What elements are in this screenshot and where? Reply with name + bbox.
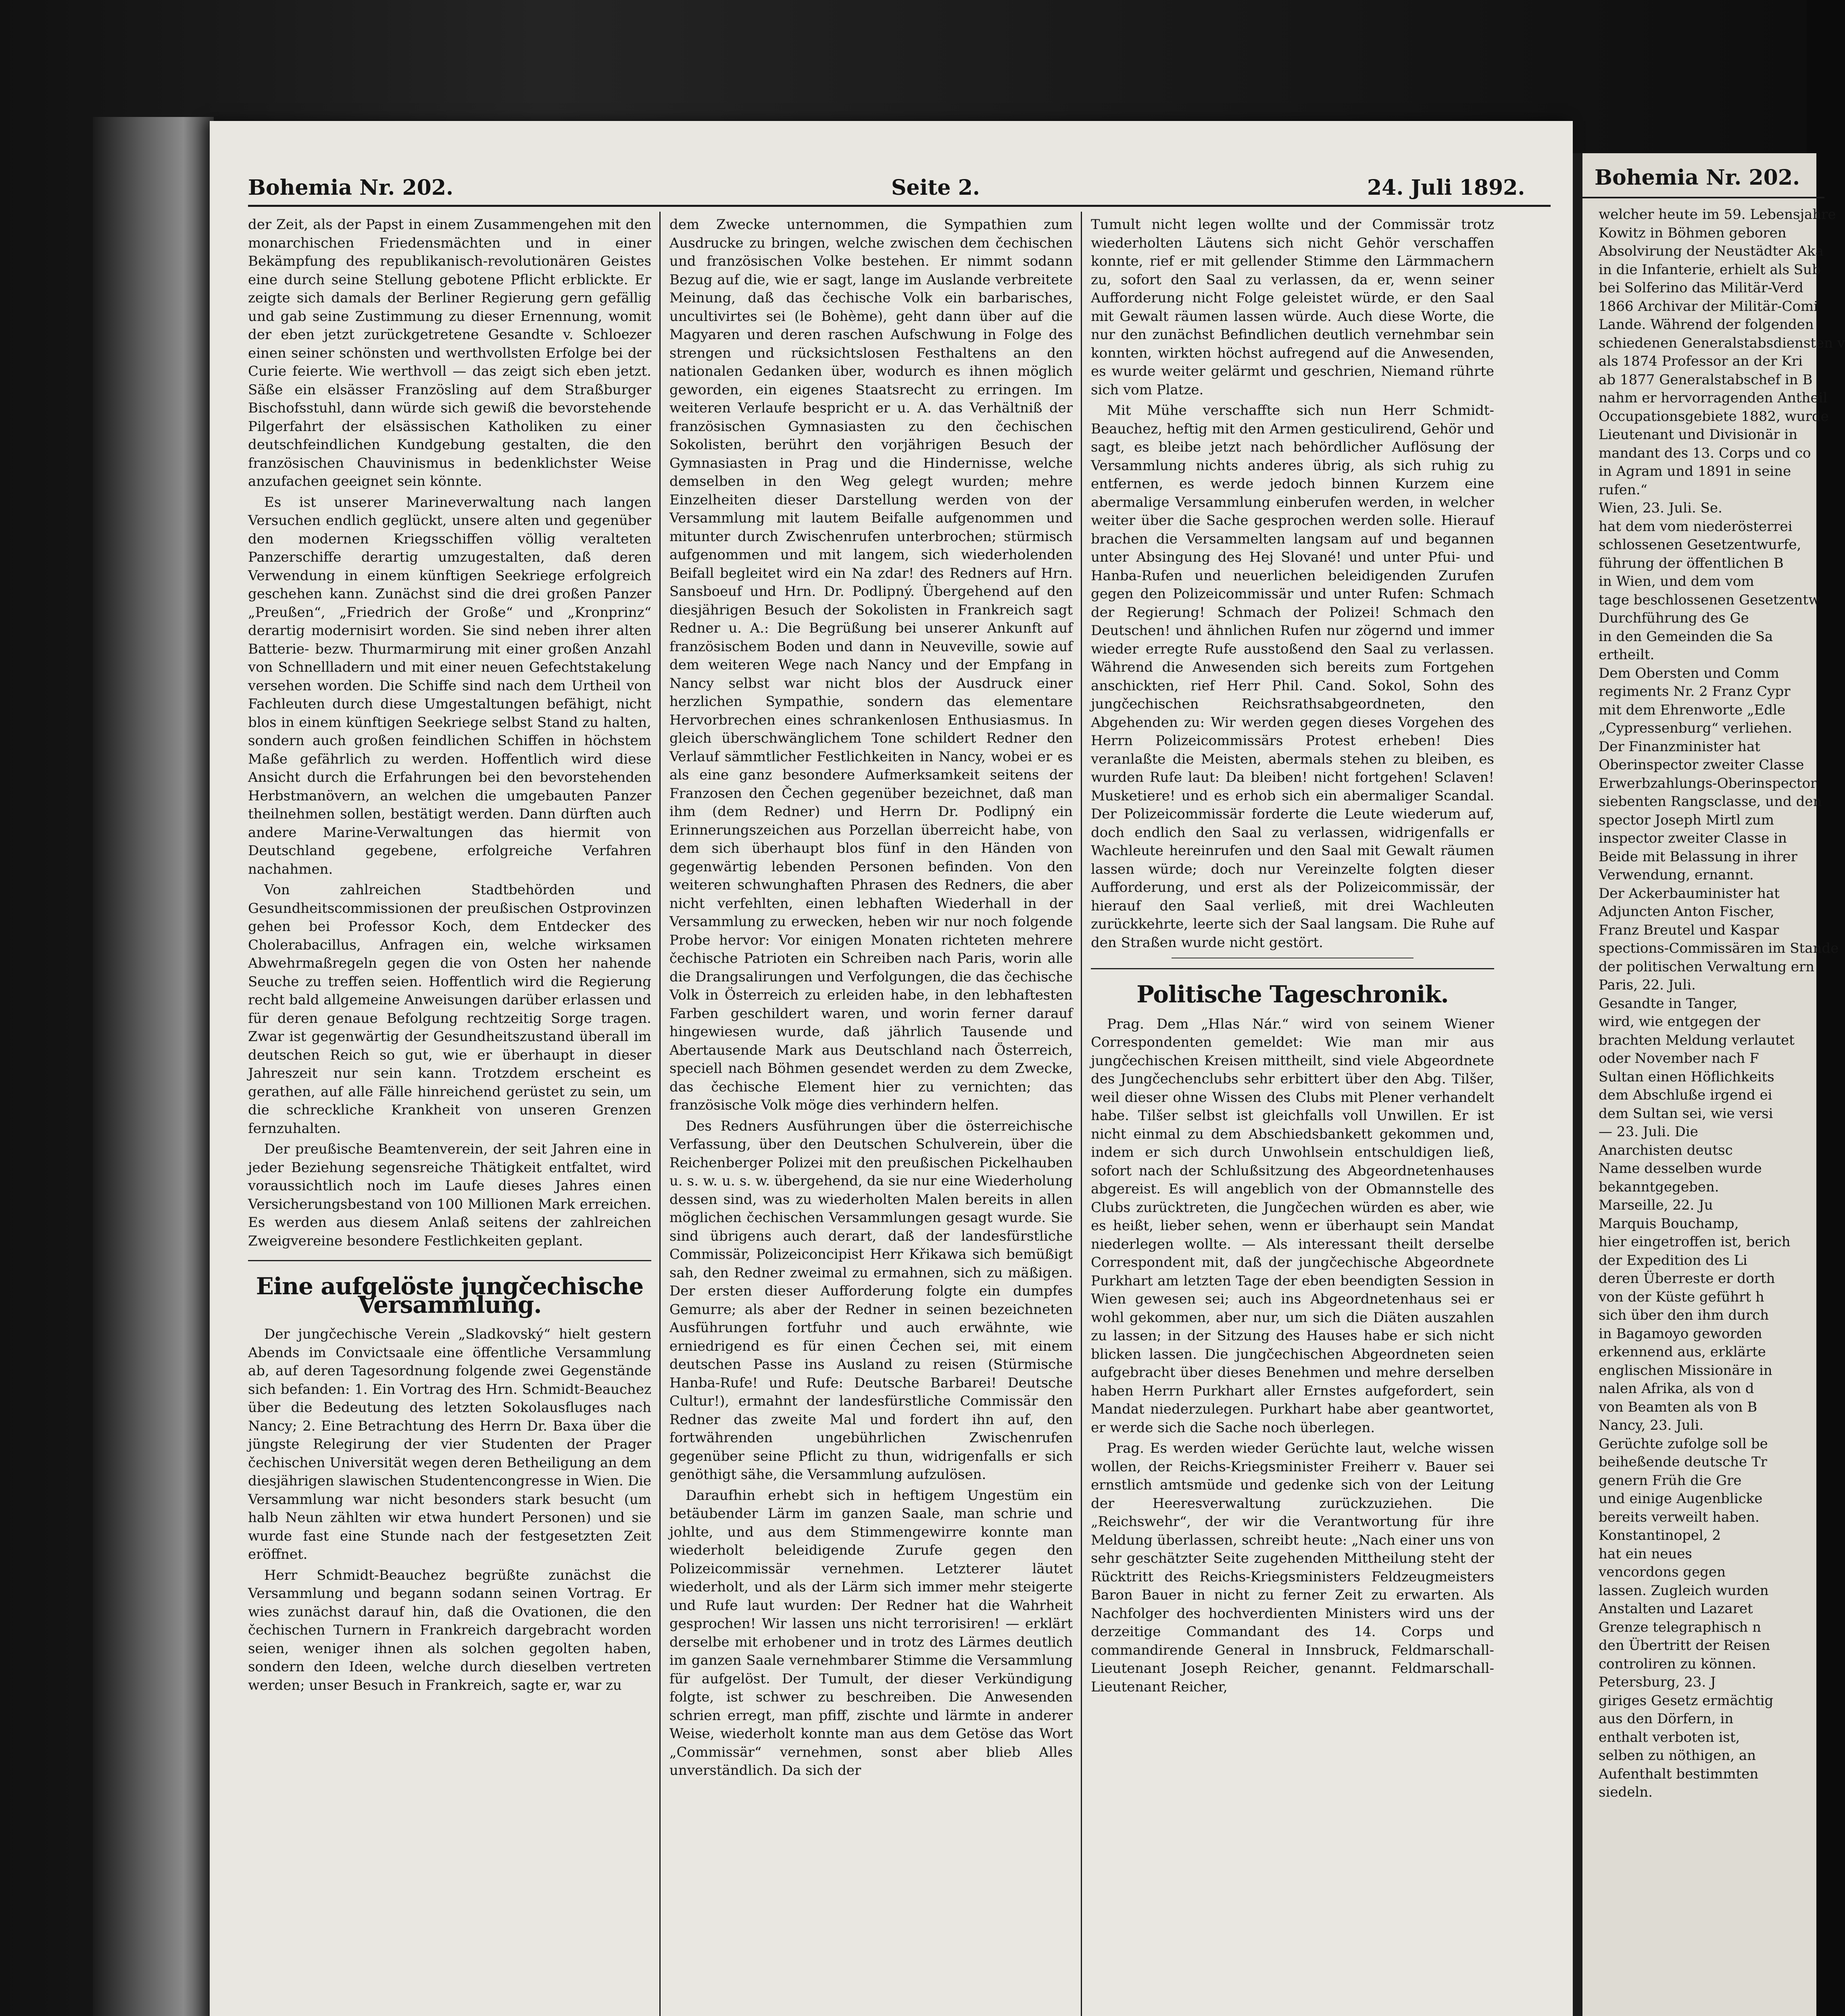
column-rule xyxy=(1081,212,1082,2016)
next-page-line: siebenten Rangsclasse, und den xyxy=(1599,793,1822,810)
header-date: 24. Juli 1892. xyxy=(1367,175,1525,200)
next-page-line: ab 1877 Generalstabschef in B xyxy=(1599,371,1813,388)
next-page-line: von der Küste geführt h xyxy=(1599,1289,1764,1305)
article-paragraph: Der jungčechische Verein „Sladkovský“ hielt gestern Abends im Convictsaale eine öffentliche Versammlung ab, auf deren Tagesordnung folgende zwei Gegenstände sich befanden: 1. Ein Vortrag des Hrn. Schmidt-Beauchez über die Bedeutung des letzten Sokolausfluges nach Nancy; 2. Eine Betrachtung des Herrn Dr. Baxa über die jüngste Relegirung der vier Studenten der Prager čechischen Universität wegen deren Betheiligung an dem diesjährigen slawischen Studentencongresse in Wien. Die Versammlung war nicht besonders stark besucht (um halb Neun zählten wir etwa hundert Personen) und sie wurde fast eine Stunde nach der festgesetzten Zeit eröffnet. xyxy=(248,1326,651,1562)
next-page-line: ertheilt. xyxy=(1599,647,1655,663)
next-page-line: siedeln. xyxy=(1599,1784,1653,1800)
next-page-line: „Cypressenburg“ verliehen. xyxy=(1599,720,1792,736)
next-page-line: von Beamten als von B xyxy=(1599,1399,1757,1415)
next-page-line: aus den Dörfern, in xyxy=(1599,1711,1734,1727)
next-page-line: sich über den ihm durch xyxy=(1599,1307,1769,1323)
next-page-line: Marseille, 22. Ju xyxy=(1599,1197,1713,1213)
next-page-line: und einige Augenblicke xyxy=(1599,1491,1763,1507)
next-page-line: wird, wie entgegen der xyxy=(1599,1014,1760,1030)
next-page-line: Kowitz in Böhmen geboren xyxy=(1599,225,1787,241)
next-page-line: Aufenthalt bestimmten xyxy=(1599,1766,1759,1782)
next-page-line: in die Infanterie, erhielt als Sub xyxy=(1599,261,1821,278)
article-separator xyxy=(248,1260,651,1261)
article-paragraph: Von zahlreichen Stadtbehörden und Gesundheitscommissionen der preußischen Ostprovinzen gehen bei Professor Koch, dem Entdecker des Cholerabacillus, Anfragen ein, welche wirksamen Abwehrmaßregeln gegen die von Osten her nahende Seuche zu treffen seien. Hoffentlich wird die Regierung recht bald allgemeine Anweisungen darüber erlassen und für deren genaue Befolgung rechtzeitig Sorge tragen. Zwar ist gegenwärtig der Gesundheitszustand überall im deutschen Reich so gut, wie er überhaupt in dieser Jahreszeit nur sein kann. Trotzdem erscheint es gerathen, auf alle Fälle hinreichend gerüstet zu sein, um die schreckliche Krankheit von unseren Grenzen fernzuhalten. xyxy=(248,882,651,1137)
next-page-line: Sultan einen Höflichkeits xyxy=(1599,1068,1774,1085)
column-1 xyxy=(248,216,651,1697)
article-paragraph: der Zeit, als der Papst in einem Zusammengehen mit den monarchischen Friedensmächten und in einer Bekämpfung des republikanisch-revolutionären Geistes eine durch seine Stellung gebotene Pflicht erblickte. Er zeigte sich damals der Berliner Regierung gern gefällig und gab seine Zustimmung zu dieser Ernennung, womit der eben jetzt zurückgetretene Gesandte v. Schloezer einen seiner schönsten und werthvollsten Erfolge bei der Curie feierte. Wie werthvoll — das zeigt sich eben jetzt. Säße ein elsässer Französling auf dem Straßburger Bischofsstuhl, dann würde sich gewiß die bevorstehende Pilgerfahrt der elsässischen Katholiken zu einer deutschfeindlichen Kundgebung gestalten, die den französischen Chauvinismus in bedenklichster Weise anzufachen geeignet sein könnte. xyxy=(248,217,651,489)
next-page-line: hat dem vom niederösterrei xyxy=(1599,518,1793,535)
next-page-column xyxy=(1599,206,1845,1802)
next-page-line: Paris, 22. Juli. xyxy=(1599,977,1696,993)
next-page-line: enthalt verboten ist, xyxy=(1599,1729,1740,1745)
next-page-line: Grenze telegraphisch n xyxy=(1599,1619,1761,1635)
next-page-line: Anstalten und Lazaret xyxy=(1599,1601,1753,1617)
next-page-line: giriges Gesetz ermächtig xyxy=(1599,1692,1774,1709)
next-page-line: bekanntgegeben. xyxy=(1599,1179,1719,1195)
next-page-line: nalen Afrika, als von d xyxy=(1599,1381,1754,1397)
next-page-line: schlossenen Gesetzentwurfe, xyxy=(1599,537,1801,553)
next-page-line: erkennend aus, erklärte xyxy=(1599,1344,1766,1360)
next-page-line: in Bagamoyo geworden xyxy=(1599,1325,1762,1342)
next-page-header: Bohemia Nr. 202. xyxy=(1595,165,1800,190)
next-page-line: Dem Obersten und Comm xyxy=(1599,665,1779,681)
next-page-line: controliren zu können. xyxy=(1599,1656,1756,1672)
next-page-line: den Übertritt der Reisen xyxy=(1599,1637,1770,1654)
next-page-line: Lieutenant und Divisionär in xyxy=(1599,427,1798,443)
next-page-line: Name desselben wurde xyxy=(1599,1160,1762,1177)
header-rule xyxy=(248,205,1551,207)
next-page-line: der Expedition des Li xyxy=(1599,1252,1747,1268)
next-page-line: Nancy, 23. Juli. xyxy=(1599,1417,1704,1433)
next-page-line: Durchführung des Ge xyxy=(1599,610,1749,626)
next-page-header-rule xyxy=(1582,197,1824,198)
next-page-line: mit dem Ehrenworte „Edle xyxy=(1599,702,1786,718)
next-page-line: rufen.“ xyxy=(1599,481,1647,498)
next-page-line: selben zu nöthigen, an xyxy=(1599,1747,1756,1764)
next-page-line: bei Solferino das Militär-Verd xyxy=(1599,280,1803,296)
next-page-line: spections-Commissären im Stande xyxy=(1599,940,1839,956)
next-page-line: Adjuncten Anton Fischer, xyxy=(1599,904,1774,920)
next-page-line: Konstantinopel, 2 xyxy=(1599,1527,1721,1543)
article-paragraph: Herr Schmidt-Beauchez begrüßte zunächst die Versammlung und begann sodann seinen Vortrag. Er wies zunächst darauf hin, daß die Ovationen, die den čechischen Turnern in Frankreich dargebracht worden seien, weniger ihnen als solchen gegolten haben, sondern den Ideen, welche durch dieselben vertreten werden; unser Besuch in Frankreich, sagte er, war zu xyxy=(248,1567,651,1693)
next-page-line: Beide mit Belassung in ihrer xyxy=(1599,848,1797,865)
next-page-line: Occupationsgebiete 1882, wurde xyxy=(1599,408,1829,425)
next-page-line: Verwendung, ernannt. xyxy=(1599,867,1754,883)
next-page-line: Der Ackerbauminister hat xyxy=(1599,885,1780,902)
next-page-line: als 1874 Professor an der Kri xyxy=(1599,353,1803,369)
next-page-line: Absolvirung der Neustädter Aka xyxy=(1599,243,1824,259)
next-page-line: brachten Meldung verlautet xyxy=(1599,1032,1795,1048)
next-page-line: in Agram und 1891 in seine xyxy=(1599,463,1791,479)
article-paragraph: Mit Mühe verschaffte sich nun Herr Schmidt-Beauchez, heftig mit den Armen gesticulirend, Gehör und sagt, es bleibe jetzt nach behördlicher Auflösung der Versammlung nichts anderes übrig, als sich ruhig zu entfernen, es werde jedoch binnen Kurzem eine abermalige Versammlung einberufen werden, in welcher weiter über die Sache gesprochen werden solle. Hierauf brachen die Versammelten langsam auf und begannen unter Absingung des Hej Slované! und unter Pfui- und Hanba-Rufen und neuerlichen beleidigenden Zurufen gegen den Polizeicommissär und unter Rufen: Schmach der Regierung! Schmach der Polizei! Schmach den Deutschen! und ähnlichen Rufen nur zögernd und immer wieder erregte Rufe ausstoßend den Saal zu verlassen. Während die Anwesenden sich bereits zum Fortgehen anschickten, rief Herr Phil. Cand. Sokol, Sohn des jungčechischen Reichsrathsabgeordneten, den Abgehenden zu: Wir werden gegen dieses Vorgehen des Herrn Polizeicommissärs Protest erheben! Dies veranlaßte die Meisten, abermals stehen zu bleiben, es wurden Rufe laut: Da bleiben! nicht fortgehen! Sclaven! Musketiere! und es erhob sich ein abermaliger Scandal. Der Polizeicommissär forderte die Leute wiederum auf, doch endlich den Saal zu verlassen, widrigenfalls er Wachleute hereinrufen und den Saal mit Gewalt räumen lassen würde; doch nur Vereinzelte folgten dieser Aufforderung, und erst als der Polizeicommissär, der hierauf den Saal verließ, mit drei Wachleuten zurückkehrte, leerte sich der Saal langsam. Die Ruhe auf den Straßen wurde nicht gestört. xyxy=(1091,402,1494,951)
next-page-line: vencordons gegen xyxy=(1599,1564,1726,1580)
next-page-line: dem Sultan sei, wie versi xyxy=(1599,1105,1773,1122)
next-page-line: lassen. Zugleich wurden xyxy=(1599,1582,1769,1599)
next-page-line: Gerüchte zufolge soll be xyxy=(1599,1435,1768,1452)
article-paragraph: Es ist unserer Marineverwaltung nach langen Versuchen endlich geglückt, unsere alten und gegenüber den modernen Kriegsschiffen völlig veralteten Panzerschiffe derartig umzugestalten, daß deren Verwendung in einem künftigen Seekriege erfolgreich geschehen kann. Zunächst sind die drei großen Panzer „Preußen“, „Friedrich der Große“ und „Kronprinz“ derartig modernisirt worden. Sie sind neben ihrer alten Batterie- bezw. Thurmarmirung mit einer großen Anzahl von Schnellladern und mit einer neuen Gefechtstakelung versehen worden. Die Schiffe sind nach dem Urtheil von Fachleuten durch diese Umgestaltungen befähigt, nicht blos in einem künftigen Seekriege selbst Stand zu halten, sondern auch großen feindlichen Schiffen in höchstem Maße gefährlich zu werden. Hoffentlich wird diese Ansicht durch die Erfahrungen bei den bevorstehenden Herbstmanövern, an welchen die umgebauten Panzer theilnehmen sollen, bestätigt werden. Dann dürften auch andere Marine-Verwaltungen das hiermit von Deutschland gegebene, erfolgreiche Verfahren nachahmen. xyxy=(248,494,651,877)
book-binding xyxy=(93,117,214,2016)
next-page-line: welcher heute im 59. Lebensjahre xyxy=(1599,206,1836,223)
next-page-line: regiments Nr. 2 Franz Cypr xyxy=(1599,683,1791,700)
next-page-line: Wien, 23. Juli. Se. xyxy=(1599,500,1722,516)
next-page-line: der politischen Verwaltung ern xyxy=(1599,958,1815,975)
column-rule xyxy=(659,212,661,2016)
next-page-line: führung der öffentlichen B xyxy=(1599,555,1784,571)
next-page-line: genern Früh die Gre xyxy=(1599,1472,1742,1489)
newspaper-page xyxy=(210,121,1573,2016)
next-page-line: hier eingetroffen ist, berich xyxy=(1599,1234,1791,1250)
next-page-line: mandant des 13. Corps und co xyxy=(1599,445,1811,461)
article-paragraph: dem Zwecke unternommen, die Sympathien zum Ausdrucke zu bringen, welche zwischen dem čechischen und französischen Volke bestehen. Er nimmt sodann Bezug auf die, wie er sagt, lange im Auslande verbreitete Meinung, daß das čechische Volk ein barbarisches, uncultivirtes sei (le Bohème), geht dann über auf die Magyaren und deren raschen Aufschwung in Folge des strengen und rücksichtslosen Festhaltens an den nationalen Gedanken über, wodurch es ihnen möglich geworden, ein eigenes Staatsrecht zu erringen. Im weiteren Verlaufe bespricht er u. A. das Verhältniß der französischen Gymnasiasten zu den čechischen Sokolisten, berührt den vorjährigen Besuch der Gymnasiasten in Prag und die Hindernisse, welche demselben in den Weg gelegt wurden; mehre Einzelheiten dieser Darstellung werden von der Versammlung mit lautem Beifalle aufgenommen und mitunter durch Zwischenrufen unterbrochen; stürmisch aufgenommen und mit langem, sich wiederholenden Beifall begleitet wird ein Na zdar! des Redners auf Hrn. Sansboeuf und Hrn. Dr. Podlipný. Übergehend auf den diesjährigen Besuch der Sokolisten in Frankreich sagt Redner u. A.: Die Begrüßung bei unserer Ankunft auf französischem Boden und dann in Neuveville, sowie auf dem weiteren Wege nach Nancy und der Empfang in Nancy selbst war nicht blos der Ausdruck einer herzlichen Sympathie, sondern das elementare Hervorbrechen eines schrankenlosen Enthusiasmus. In gleich überschwänglichem Tone schildert Redner den Verlauf sämmtlicher Festlichkeiten in Nancy, wobei er es als eine ganz besondere Aufmerksamkeit seitens der Franzosen den Čechen gegenüber bezeichnet, daß man ihm (dem Redner) und Herrn Dr. Podlipný ein Erinnerungszeichen aus Porzellan überreicht habe, von dem sich überhaupt blos fünf in den Händen von gegenwärtig lebenden Personen befinden. Von den weiteren schwunghaften Phrasen des Redners, die aber nicht verfehlten, einen lebhaften Wiederhall in der Versammlung zu erwecken, heben wir nur noch folgende Probe hervor: Vor einigen Monaten richteten mehrere čechische Patrioten ein Schreiben nach Paris, worin alle die Drangsalirungen und Verfolgungen, die das čechische Volk in Österreich zu erleiden habe, in den lebhaftesten Farben geschildert waren, und worin ferner darauf hingewiesen wurde, daß jährlich Tausende und Abertausende Mark aus Deutschland nach Österreich, speciell nach Böhmen gesendet werden zu dem Zwecke, das čechische Element hier zu vernichten; das französische Volk möge dies verhindern helfen. xyxy=(669,217,1073,1113)
next-page-line: hat ein neues xyxy=(1599,1545,1692,1562)
next-page-line: englischen Missionäre in xyxy=(1599,1362,1772,1379)
section-separator xyxy=(1091,968,1494,969)
next-page-line: dem Abschluße irgend ei xyxy=(1599,1087,1772,1103)
section-heading: Politische Tageschronik. xyxy=(1136,981,1449,1008)
article-paragraph: Tumult nicht legen wollte und der Commissär trotz wiederholten Läutens sich nicht Gehör verschaffen konnte, rief er mit gellender Stimme den Lärmmachern zu, sofort den Saal zu verlassen, da er, wenn seiner Aufforderung nicht Folge geleistet würde, er den Saal mit Gewalt räumen lassen würde. Auch diese Worte, die nur den zunächst Befindlichen deutlich vernehmbar sein konnten, wirkten höchst aufregend auf die Anwesenden, es wurde weiter gelärmt und geschrien, Niemand rührte sich vom Platze. xyxy=(1091,217,1494,398)
next-page-line: bereits verweilt haben. xyxy=(1599,1509,1760,1525)
article-heading: Eine aufgelöste jungčechische Versammlung. xyxy=(256,1272,644,1318)
next-page-line: deren Überreste er dorth xyxy=(1599,1270,1775,1287)
next-page-line: Petersburg, 23. J xyxy=(1599,1674,1716,1690)
article-paragraph: Prag. Es werden wieder Gerüchte laut, welche wissen wollen, der Reichs-Kriegsminister Freiherr v. Bauer sei ernstlich amtsmüde und gedenke sich von der Leitung der Heeresverwaltung zurückzuziehen. Die „Reichswehr“, der wir die Verantwortung für ihre Meldung überlassen, schreibt heute: „Nach einer uns von sehr geschätzter Seite zugehenden Mittheilung steht der Rücktritt des Reichs-Kriegsministers Feldzeugmeisters Baron Bauer in nicht zu ferner Zeit zu erwarten. Als Nachfolger des hochverdienten Ministers wird uns der derzeitige Commandant des 14. Corps und commandirende General in Innsbruck, Feldmarschall-Lieutenant Joseph Reicher, genannt. Feldmarschall-Lieutenant Reicher, xyxy=(1091,1440,1494,1695)
next-page-line: 1866 Archivar der Militär-Comi xyxy=(1599,298,1818,314)
next-page-line: in Wien, und dem vom xyxy=(1599,573,1754,589)
article-paragraph: Des Redners Ausführungen über die österreichische Verfassung, über den Deutschen Schulverein, über die Reichenberger Polizei mit den preußischen Pickelhauben u. s. w. u. s. w. übergehend, da sie nur eine Wiederholung dessen sind, was zu wiederholten Malen bereits in allen möglichen čechischen Versammlungen gesagt wurde. Sie sind übrigens auch derart, daß der landesfürstliche Commissär, Polizeiconcipist Herr Křikawa sich bemüßigt sah, den Redner zweimal zu ermahnen, sich zu mäßigen. Der ersten dieser Aufforderung folgte ein dumpfes Gemurre; als aber der Redner in seinen bezeichneten Ausführungen fortfuhr und auch erwähnte, wie erniedrigend es für einen Čechen sei, mit einem deutschen Passe ins Ausland zu reisen (Stürmische Hanba-Rufe! und Rufe: Deutsche Barbarei! Deutsche Cultur!), ermahnt der landesfürstliche Commissär den Redner das zweite Mal und fordert ihn auf, den fortwährenden ungebührlichen Zwischenrufen gegenüber seine Pflicht zu thun, widrigenfalls er sich genöthigt sähe, die Versammlung aufzulösen. xyxy=(669,1118,1073,1483)
next-page-line: Der Finanzminister hat xyxy=(1599,738,1760,755)
next-page-line: schiedenen Generalstabsdiensten v xyxy=(1599,335,1845,351)
article-paragraph: Der preußische Beamtenverein, der seit Jahren eine in jeder Beziehung segensreiche Thätigkeit entfaltet, wird voraussichtlich noch im Laufe dieses Jahres einen Versicherungsbestand von 100 Millionen Mark erreichen. Es werden aus diesem Anlaß seitens der zahlreichen Zweigvereine besondere Festlichkeiten geplant. xyxy=(248,1141,651,1249)
next-page-line: — 23. Juli. Die xyxy=(1599,1124,1698,1140)
next-page-line: Marquis Bouchamp, xyxy=(1599,1215,1739,1232)
next-page-line: nahm er hervorragenden Antheil xyxy=(1599,390,1828,406)
next-page-line: Oberinspector zweiter Classe xyxy=(1599,757,1804,773)
header-publication: Bohemia Nr. 202. xyxy=(248,175,454,200)
next-page-edge xyxy=(1573,153,1845,2016)
next-page-line: Lande. Während der folgenden xyxy=(1599,317,1814,333)
next-page-line: oder November nach F xyxy=(1599,1050,1759,1066)
next-page-line: Erwerbzahlungs-Oberinspector xyxy=(1599,775,1817,791)
article-paragraph: Daraufhin erhebt sich in heftigem Ungestüm ein betäubender Lärm im ganzen Saale, man schrie und johlte, und aus dem Stimmengewirre konnte man wiederholt beleidigende Zurufe gegen den Polizeicommissär vernehmen. Letzterer läutet wiederholt, und als der Lärm sich immer mehr steigerte und Rufe laut wurden: Der Redner hat die Wahrheit gesprochen! Wir lassen uns nicht terrorisiren! — erklärt derselbe mit erhobener und in trotz des Lärmes deutlich im ganzen Saale vernehmbarer Stimme die Versammlung für aufgelöst. Der Tumult, der dieser Verkündigung folgte, ist schwer zu beschreiben. Die Anwesenden schrien erregt, man pfiff, zischte und lärmte in anderer Weise, wiederholt konnte man aus dem Getöse das Wort „Commissär“ vernehmen, sonst aber blieb Alles unverständlich. Da sich der xyxy=(669,1487,1073,1779)
column-3 xyxy=(1091,216,1494,1699)
next-page-line: spector Joseph Mirtl zum xyxy=(1599,812,1774,828)
next-page-line: Gesandte in Tanger, xyxy=(1599,995,1738,1012)
next-page-line: Franz Breutel und Kaspar xyxy=(1599,922,1779,938)
next-page-line: inspector zweiter Classe in xyxy=(1599,830,1787,846)
header-page-number: Seite 2. xyxy=(891,175,980,200)
next-page-line: Anarchisten deutsc xyxy=(1599,1142,1733,1158)
next-page-line: in den Gemeinden die Sa xyxy=(1599,628,1773,645)
next-page-line: tage beschlossenen Gesetzentw xyxy=(1599,591,1820,608)
next-page-line: beiheßende deutsche Tr xyxy=(1599,1454,1767,1470)
article-paragraph: Prag. Dem „Hlas Nár.“ wird von seinem Wiener Correspondenten gemeldet: Wie man mir aus jungčechischen Kreisen mittheilt, sind viele Abgeordnete des Jungčechenclubs sehr erbittert über den Abg. Tilšer, weil dieser ohne Wissen des Clubs mit Plener verhandelt habe. Tilšer selbst ist gleichfalls voll Unwillen. Er ist nicht einmal zu dem Abschiedsbankett gekommen und, indem er sich durch Unwohlsein entschuldigen ließ, sofort nach der Schlußsitzung des Abgeordnetenhauses abgereist. Es will angeblich von der Obmannstelle des Clubs zurücktreten, die Jungčechen würden es aber, wie es heißt, lieber sehen, wenn er überhaupt sein Mandat niederlegen wollte. — Als interessant theilt derselbe Correspondent mit, daß der jungčechische Abgeordnete Purkhart am letzten Tage der eben beendigten Session in Wien gewesen sei; auch ins Abgeordnetenhaus sei er wohl gekommen, aber nur, um sich die Diäten auszahlen zu lassen; in der Sitzung des Hauses habe er sich nicht blicken lassen. Die jungčechischen Abgeordneten seien aufgebracht über dieses Benehmen und mehre derselben haben Herrn Purkhart aller Ernstes aufgefordert, sein Mandat niederzulegen. Purkhart habe aber geantwortet, er werde sich die Sache noch überlegen. xyxy=(1091,1016,1494,1436)
column-2 xyxy=(669,216,1073,1783)
